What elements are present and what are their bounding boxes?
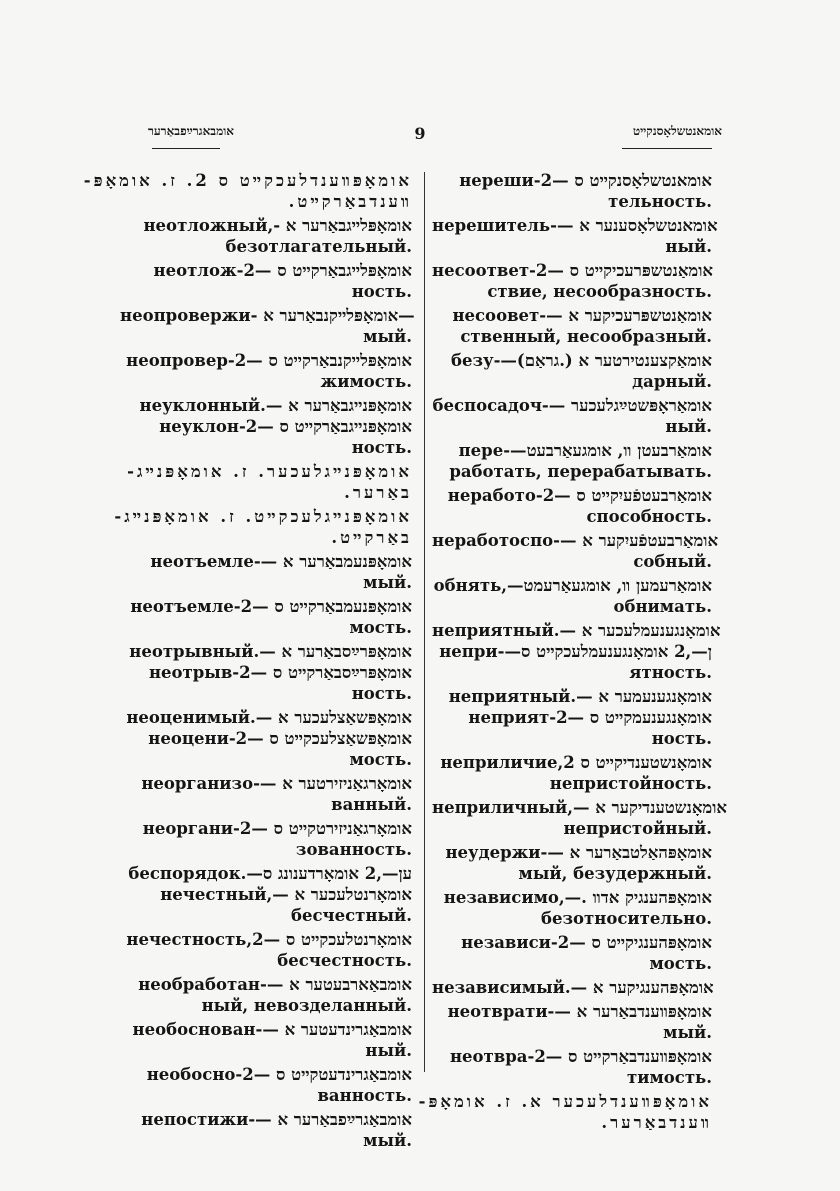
dictionary-entry <box>432 530 719 572</box>
entry-continuation: собный. <box>633 552 712 571</box>
entry-continuation: мость. <box>349 750 412 769</box>
entry-headline: неприличие,2 אומאָנשטענדיקײט ס <box>440 753 712 772</box>
entry-headline: неотврати-— אומאָפּװענדבאַרער א <box>447 1002 712 1021</box>
page-number: 9 <box>414 124 426 143</box>
dictionary-entry <box>120 461 412 503</box>
entry-continuation: мость. <box>349 618 412 637</box>
entry-headline: неприятный.— אומאָנגענעמער א <box>448 687 712 706</box>
entry-continuation: ный. <box>365 1041 412 1060</box>
entry-headline: неработоспо-— אומאַרבעטפֿעיִקער א <box>432 531 719 550</box>
dictionary-entry <box>120 1064 412 1106</box>
running-head-left: אומבאגרײַפבאַרער <box>148 124 234 138</box>
entry-headline: неотъемле-2— אומאָפּנעמבאַרקײט ס <box>130 597 412 616</box>
entry-continuation: ный. <box>665 237 712 256</box>
entry-continuation: мость. <box>649 954 712 973</box>
entry-continuation: мый. <box>363 1131 412 1150</box>
dictionary-entry <box>432 260 712 302</box>
entry-headline: необоснован-— אומבאַגרינדעטער א <box>132 1020 412 1039</box>
entry-headline: обнять,—אומאַרעמען װ, אומגעאַרעמט <box>433 576 712 595</box>
entry-continuation: безотлагательный. <box>225 237 412 256</box>
entry-headline: неработо-2— אומאַרבעטפֿעיִקײט ס <box>447 486 712 505</box>
entry-headline: неорганизо-— אומאָרגאַניזירטער א <box>141 774 412 793</box>
dictionary-entry <box>432 842 712 884</box>
entry-continuation: װענדבאַרקײט. <box>288 192 412 211</box>
dictionary-entry <box>114 506 412 548</box>
entry-headline: неуклонный.— אומאָפּנײגבאַרער א <box>139 396 412 415</box>
entry-headline: несоответ-2— אומאַנטשפּרעכיקײט ס <box>432 261 714 280</box>
entry-headline: неприятный.— אומאָנגענעמלעכער א <box>432 621 721 640</box>
entry-continuation: бесчестность. <box>277 951 412 970</box>
entry-continuation: способность. <box>586 507 712 526</box>
entry-continuation: жимость. <box>320 372 412 391</box>
dictionary-entry <box>120 974 412 1016</box>
entry-headline: неотъемле-— אומאָפּנעמבאַרער א <box>150 552 412 571</box>
entry-headline: беспорядок.—ען—,2 אומאָרדענונג ס <box>128 864 412 883</box>
entry-headline: אומאָפּװענדלעכקײט ס 2. ז. אומאָפּ- <box>83 171 412 190</box>
entry-continuation: ятность. <box>629 663 712 682</box>
dictionary-entry <box>120 395 412 458</box>
entry-headline: неотложный,- אומאָפּלײגבאַרער א <box>143 216 412 235</box>
entry-headline: неоценимый.— אומאָפּשאַצלעכער א <box>126 708 412 727</box>
dictionary-entry <box>432 1046 712 1088</box>
dictionary-entry <box>120 551 412 593</box>
entry-continuation: непристойность. <box>549 774 712 793</box>
header-rule-right <box>622 148 712 149</box>
dictionary-entry <box>432 1001 712 1043</box>
header-rule-left <box>152 148 220 149</box>
entry-headline: непостижи-— אומבאַגרײַפבאַרער א <box>141 1110 412 1129</box>
dictionary-entry <box>432 350 712 392</box>
entry-headline: אומאָפּנײגלעכער. ז. אומאָפּנײג- <box>127 462 412 481</box>
entry-continuation: неуклон-2— אומאָפּנײגבאַרקײט ס <box>159 417 412 436</box>
entry-continuation: непристойный. <box>563 819 712 838</box>
entry-headline: неопровер-2— אומאָפּלײקנבאַרקײט ס <box>126 351 412 370</box>
entry-continuation: באַרקײט. <box>331 528 412 547</box>
entry-headline: неудержи-— אומאָפּהאַלטבאַרער א <box>445 843 712 862</box>
dictionary-entry <box>432 170 712 212</box>
entry-headline: независимо,—. אומאָפּהענגיק אדװ <box>443 888 712 907</box>
running-head-right: אומאנטשלאָסנקײט <box>632 124 722 138</box>
entry-headline: независи-2— אומאָפּהענגיקײט ס <box>461 933 712 952</box>
entry-continuation: ствие, несообразность. <box>487 282 712 301</box>
dictionary-entry <box>120 1019 412 1061</box>
entry-continuation: ность. <box>351 684 412 703</box>
entry-continuation: дарный. <box>632 372 712 391</box>
entry-continuation: бесчестный. <box>291 906 412 925</box>
entry-headline: независимый.— אומאָפּהענגיקער א <box>432 978 714 997</box>
entry-continuation: нечестный,— אומאָרנטלעכער א <box>160 885 412 904</box>
entry-continuation: װענדבאַרער. <box>601 1113 712 1132</box>
entry-headline: безу-—(גראַם.) אומאַקצענטירטער א <box>450 351 712 370</box>
entry-continuation: ность. <box>651 729 712 748</box>
dictionary-entry <box>432 686 712 749</box>
dictionary-entry <box>120 641 412 704</box>
entry-headline: אומאָפּװענדלעכער א. ז. אומאָפּ- <box>418 1092 712 1111</box>
entry-headline: неприличный,— אומאָנשטענדיקער א <box>432 798 728 817</box>
entry-continuation: безотносительно. <box>540 909 712 928</box>
dictionary-entry <box>432 797 728 839</box>
entry-continuation: мый. <box>363 327 412 346</box>
entry-headline: нечестность,2— אומאָרנטלעכקײט ס <box>126 930 412 949</box>
entry-headline: неоргани-2— אומאָרגאַניזירטקײט ס <box>142 819 412 838</box>
entry-continuation: мый. <box>363 573 412 592</box>
entry-continuation: непри-—ן—,2 אומאָנגענעמלעכקײט ס <box>439 642 712 661</box>
entry-headline: нереши-2— אומאנטשלאָסנקײט ס <box>459 171 712 190</box>
dictionary-entry <box>120 818 412 860</box>
entry-continuation: ный, невозделанный. <box>201 996 412 1015</box>
entry-headline: необработан-— אומבאַארבעטער א <box>138 975 412 994</box>
dictionary-entry <box>432 977 712 998</box>
entry-continuation: мый, безудержный. <box>518 864 712 883</box>
entry-continuation: тельность. <box>608 192 712 211</box>
entry-continuation: тимость. <box>626 1068 712 1087</box>
entry-headline: неотрывный.— אומאָפּרײַסבאַרער א <box>129 642 412 661</box>
dictionary-entry <box>83 170 412 212</box>
dictionary-entry <box>432 485 712 527</box>
right-column <box>418 170 728 1136</box>
dictionary-entry <box>120 929 412 971</box>
dictionary-entry <box>432 440 712 482</box>
dictionary-entry <box>120 773 412 815</box>
dictionary-entry <box>120 350 412 392</box>
dictionary-entry <box>432 395 712 437</box>
dictionary-entry <box>120 707 412 770</box>
dictionary-entry <box>432 752 712 794</box>
entry-headline: неотвра-2— אומאָפּװענדבאַרקײט ס <box>449 1047 712 1066</box>
entry-headline: необосно-2— אומבאַגרינדעטקײט ס <box>146 1065 412 1084</box>
entry-continuation: неприят-2— אומאָנגענעמקײט ס <box>468 708 712 727</box>
dictionary-entry <box>120 596 412 638</box>
entry-continuation: неотрыв-2— אומאָפּרײַסבאַרקײט ס <box>148 663 412 682</box>
dictionary-entry <box>432 887 712 929</box>
dictionary-entry <box>432 575 712 617</box>
entry-continuation: мый. <box>663 1023 712 1042</box>
entry-continuation: работать, перерабатывать. <box>449 462 712 481</box>
entry-continuation: обнимать. <box>613 597 712 616</box>
entry-headline: אומאָפּנײגלעכקײט. ז. אומאָפּנײג- <box>114 507 412 526</box>
entry-headline: неотлож-2— אומאָפּלײגבאַרקײט ס <box>153 261 412 280</box>
entry-continuation: неоцени-2— אומאָפּשאַצלעכקײט ס <box>148 729 412 748</box>
left-column <box>83 170 415 1154</box>
entry-continuation: ность. <box>351 282 412 301</box>
dictionary-entry <box>120 260 412 302</box>
entry-continuation: зованность. <box>295 840 412 859</box>
dictionary-entry <box>432 620 721 683</box>
dictionary-entry <box>432 215 718 257</box>
dictionary-entry <box>120 1109 412 1151</box>
entry-continuation: ственный, несообразный. <box>460 327 712 346</box>
entry-continuation: ность. <box>351 438 412 457</box>
entry-continuation: ный. <box>665 417 712 436</box>
dictionary-entry <box>432 305 712 347</box>
entry-continuation: באַרער. <box>344 483 412 502</box>
entry-headline: пере-—אומאַרבעטן װ, אומגעאַרבעט <box>458 441 712 460</box>
dictionary-entry <box>120 863 412 926</box>
dictionary-entry <box>432 932 712 974</box>
entry-headline: беспосадоч-— אומאַראָפּשטײַגלעכער <box>432 396 712 415</box>
entry-headline: нерешитель-— אומאנטשלאָסענער א <box>432 216 718 235</box>
column-divider <box>424 172 425 1072</box>
entry-continuation: ванный. <box>331 795 412 814</box>
dictionary-entry <box>120 305 415 347</box>
entry-headline: неопровержи- אומאָפּלײקנבאַרער א— <box>120 306 415 325</box>
entry-headline: несоовет-— אומאַנטשפּרעכיקער א <box>452 306 712 325</box>
dictionary-entry <box>120 215 412 257</box>
dictionary-entry <box>418 1091 712 1133</box>
entry-continuation: ванность. <box>317 1086 412 1105</box>
